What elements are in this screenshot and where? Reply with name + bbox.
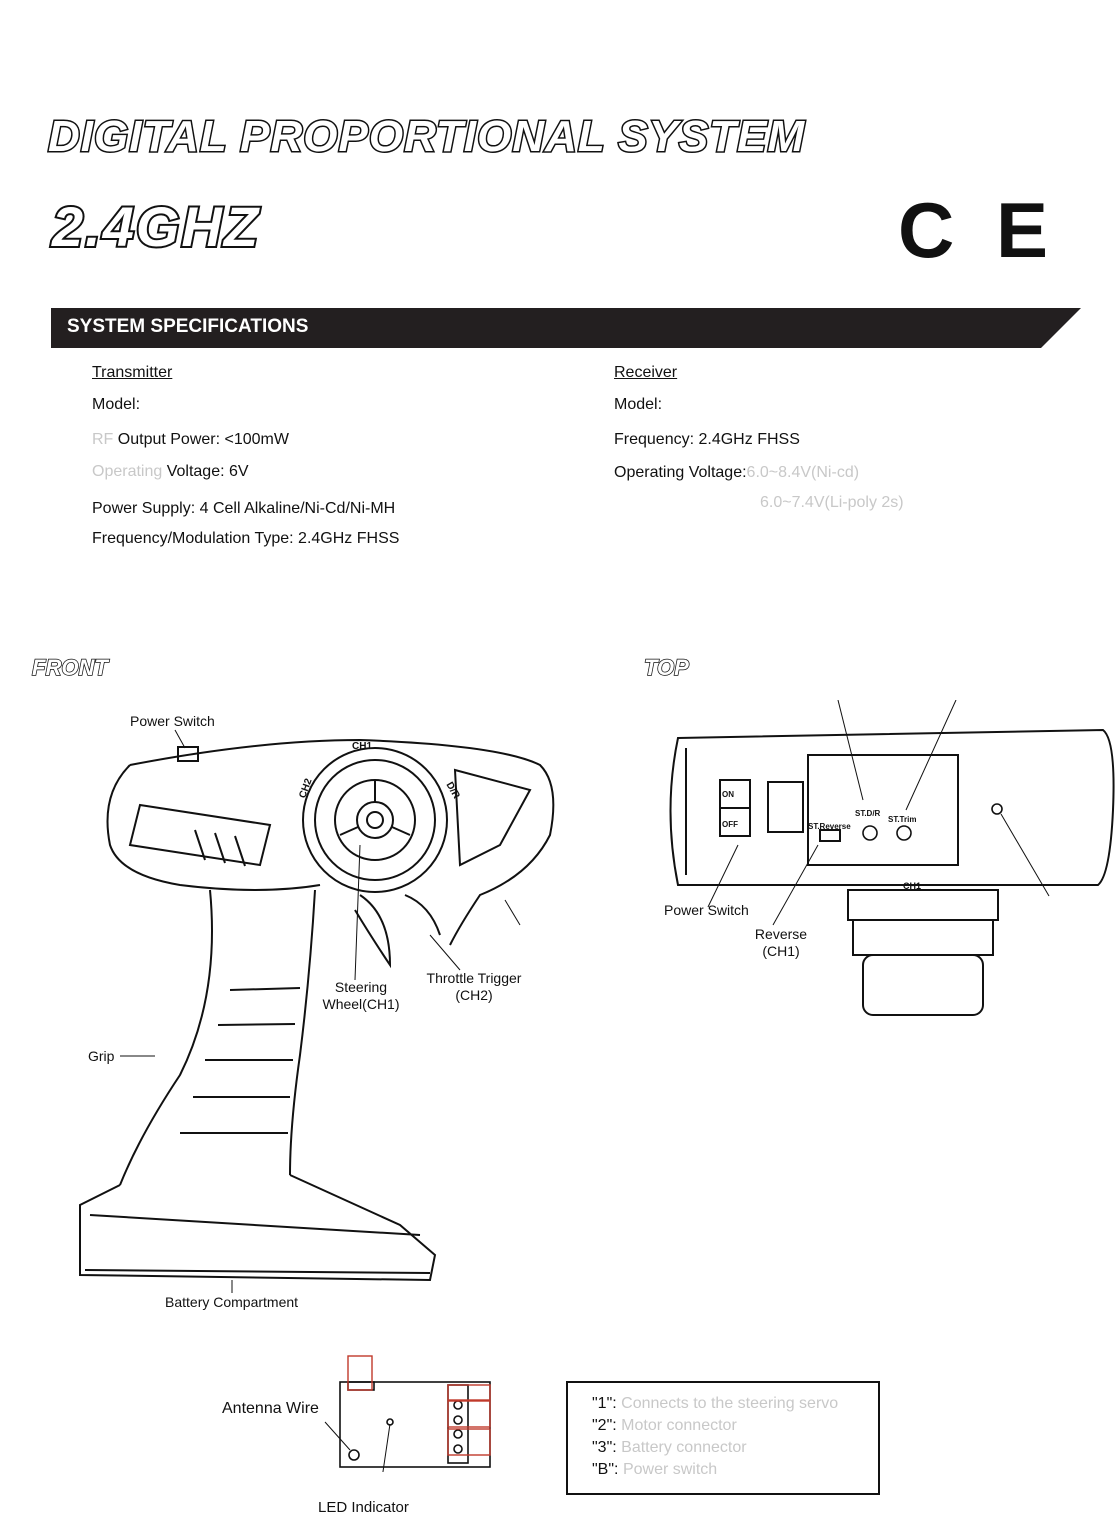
st-dr-label: ST.D/R: [855, 809, 881, 818]
rx-op-label: Operating Voltage:: [614, 464, 747, 481]
legend-row: [592, 1439, 747, 1457]
rx-op-value1: 6.0~8.4V(Ni-cd): [746, 464, 860, 481]
spec-bar-label: SYSTEM SPECIFICATIONS: [67, 316, 309, 337]
off-label: OFF: [722, 820, 738, 829]
front-dr-label: D/R: [443, 780, 462, 801]
steering-line1: Steering: [334, 979, 388, 995]
top-ch1-label: CH1: [903, 881, 922, 891]
battery-compartment-label: Battery Compartment: [165, 1294, 299, 1310]
document-title: DIGITAL PROPORTIONAL SYSTEM: [48, 112, 806, 161]
top-section-label: TOP: [644, 655, 689, 680]
reverse-line1: Reverse: [754, 926, 808, 942]
rx-freq-value: FHSS: [757, 431, 800, 448]
reverse-ch1-label: [745, 926, 817, 960]
legend-value: Motor connector: [621, 1417, 737, 1434]
receiver-drawing: [320, 1352, 520, 1472]
antenna-wire-label: Antenna Wire: [222, 1400, 319, 1417]
freq-label: Frequency/Modulation Type: 2.4GHz: [92, 530, 353, 547]
legend-key: "1":: [592, 1395, 617, 1412]
legend-key: "B":: [592, 1461, 619, 1478]
op-label: Voltage:: [162, 463, 225, 480]
legend-value: Power switch: [622, 1461, 718, 1478]
transmitter-power-supply: Power Supply: 4 Cell Alkaline/Ni-Cd/Ni-MH: [92, 500, 396, 517]
top-power-switch-label: Power Switch: [664, 902, 749, 918]
legend-value: Connects to the steering servo: [621, 1395, 839, 1412]
rx-freq-label: Frequency: 2.4GHz: [614, 431, 753, 448]
transmitter-model: Model:: [92, 396, 141, 413]
transmitter-top-drawing: [658, 700, 1117, 1030]
rf-prefix: RF: [92, 431, 114, 448]
throttle-line2: (CH2): [455, 987, 493, 1003]
transmitter-heading: Transmitter: [92, 364, 173, 381]
on-label: ON: [722, 790, 734, 799]
front-ch2-label: CH2: [297, 777, 315, 800]
legend-row: [592, 1461, 717, 1479]
receiver-heading: Receiver: [614, 364, 678, 381]
st-reverse-label: ST.Reverse: [808, 822, 851, 831]
st-trim-label: ST.Trim: [888, 815, 917, 824]
ce-mark: C E: [898, 186, 1059, 274]
front-power-switch-label: Power Switch: [130, 713, 215, 729]
op-prefix: Operating: [92, 463, 163, 480]
connector-legend: [566, 1381, 880, 1495]
front-section-label: FRONT: [32, 655, 108, 680]
legend-row: [592, 1417, 737, 1435]
reverse-line2: (CH1): [762, 943, 800, 959]
throttle-line1: Throttle Trigger: [426, 970, 522, 986]
steering-line2: Wheel(CH1): [322, 996, 400, 1012]
front-ch1-label: CH1: [352, 741, 373, 752]
receiver-model: Model:: [614, 396, 663, 413]
op-value: 6V: [229, 463, 249, 480]
rf-label: Output Power:: [113, 431, 221, 448]
freq-value: FHSS: [356, 530, 400, 547]
frequency-band-logo: 2.4GHZ: [52, 195, 261, 258]
legend-key: "3":: [592, 1439, 617, 1456]
legend-key: "2":: [592, 1417, 617, 1434]
led-indicator-label: LED Indicator: [318, 1499, 409, 1516]
legend-row: [592, 1395, 838, 1413]
rf-value: <100mW: [224, 431, 289, 448]
receiver-operating-voltage-2: 6.0~7.4V(Li-poly 2s): [760, 494, 904, 511]
legend-value: Battery connector: [621, 1439, 747, 1456]
grip-label: Grip: [88, 1048, 115, 1064]
